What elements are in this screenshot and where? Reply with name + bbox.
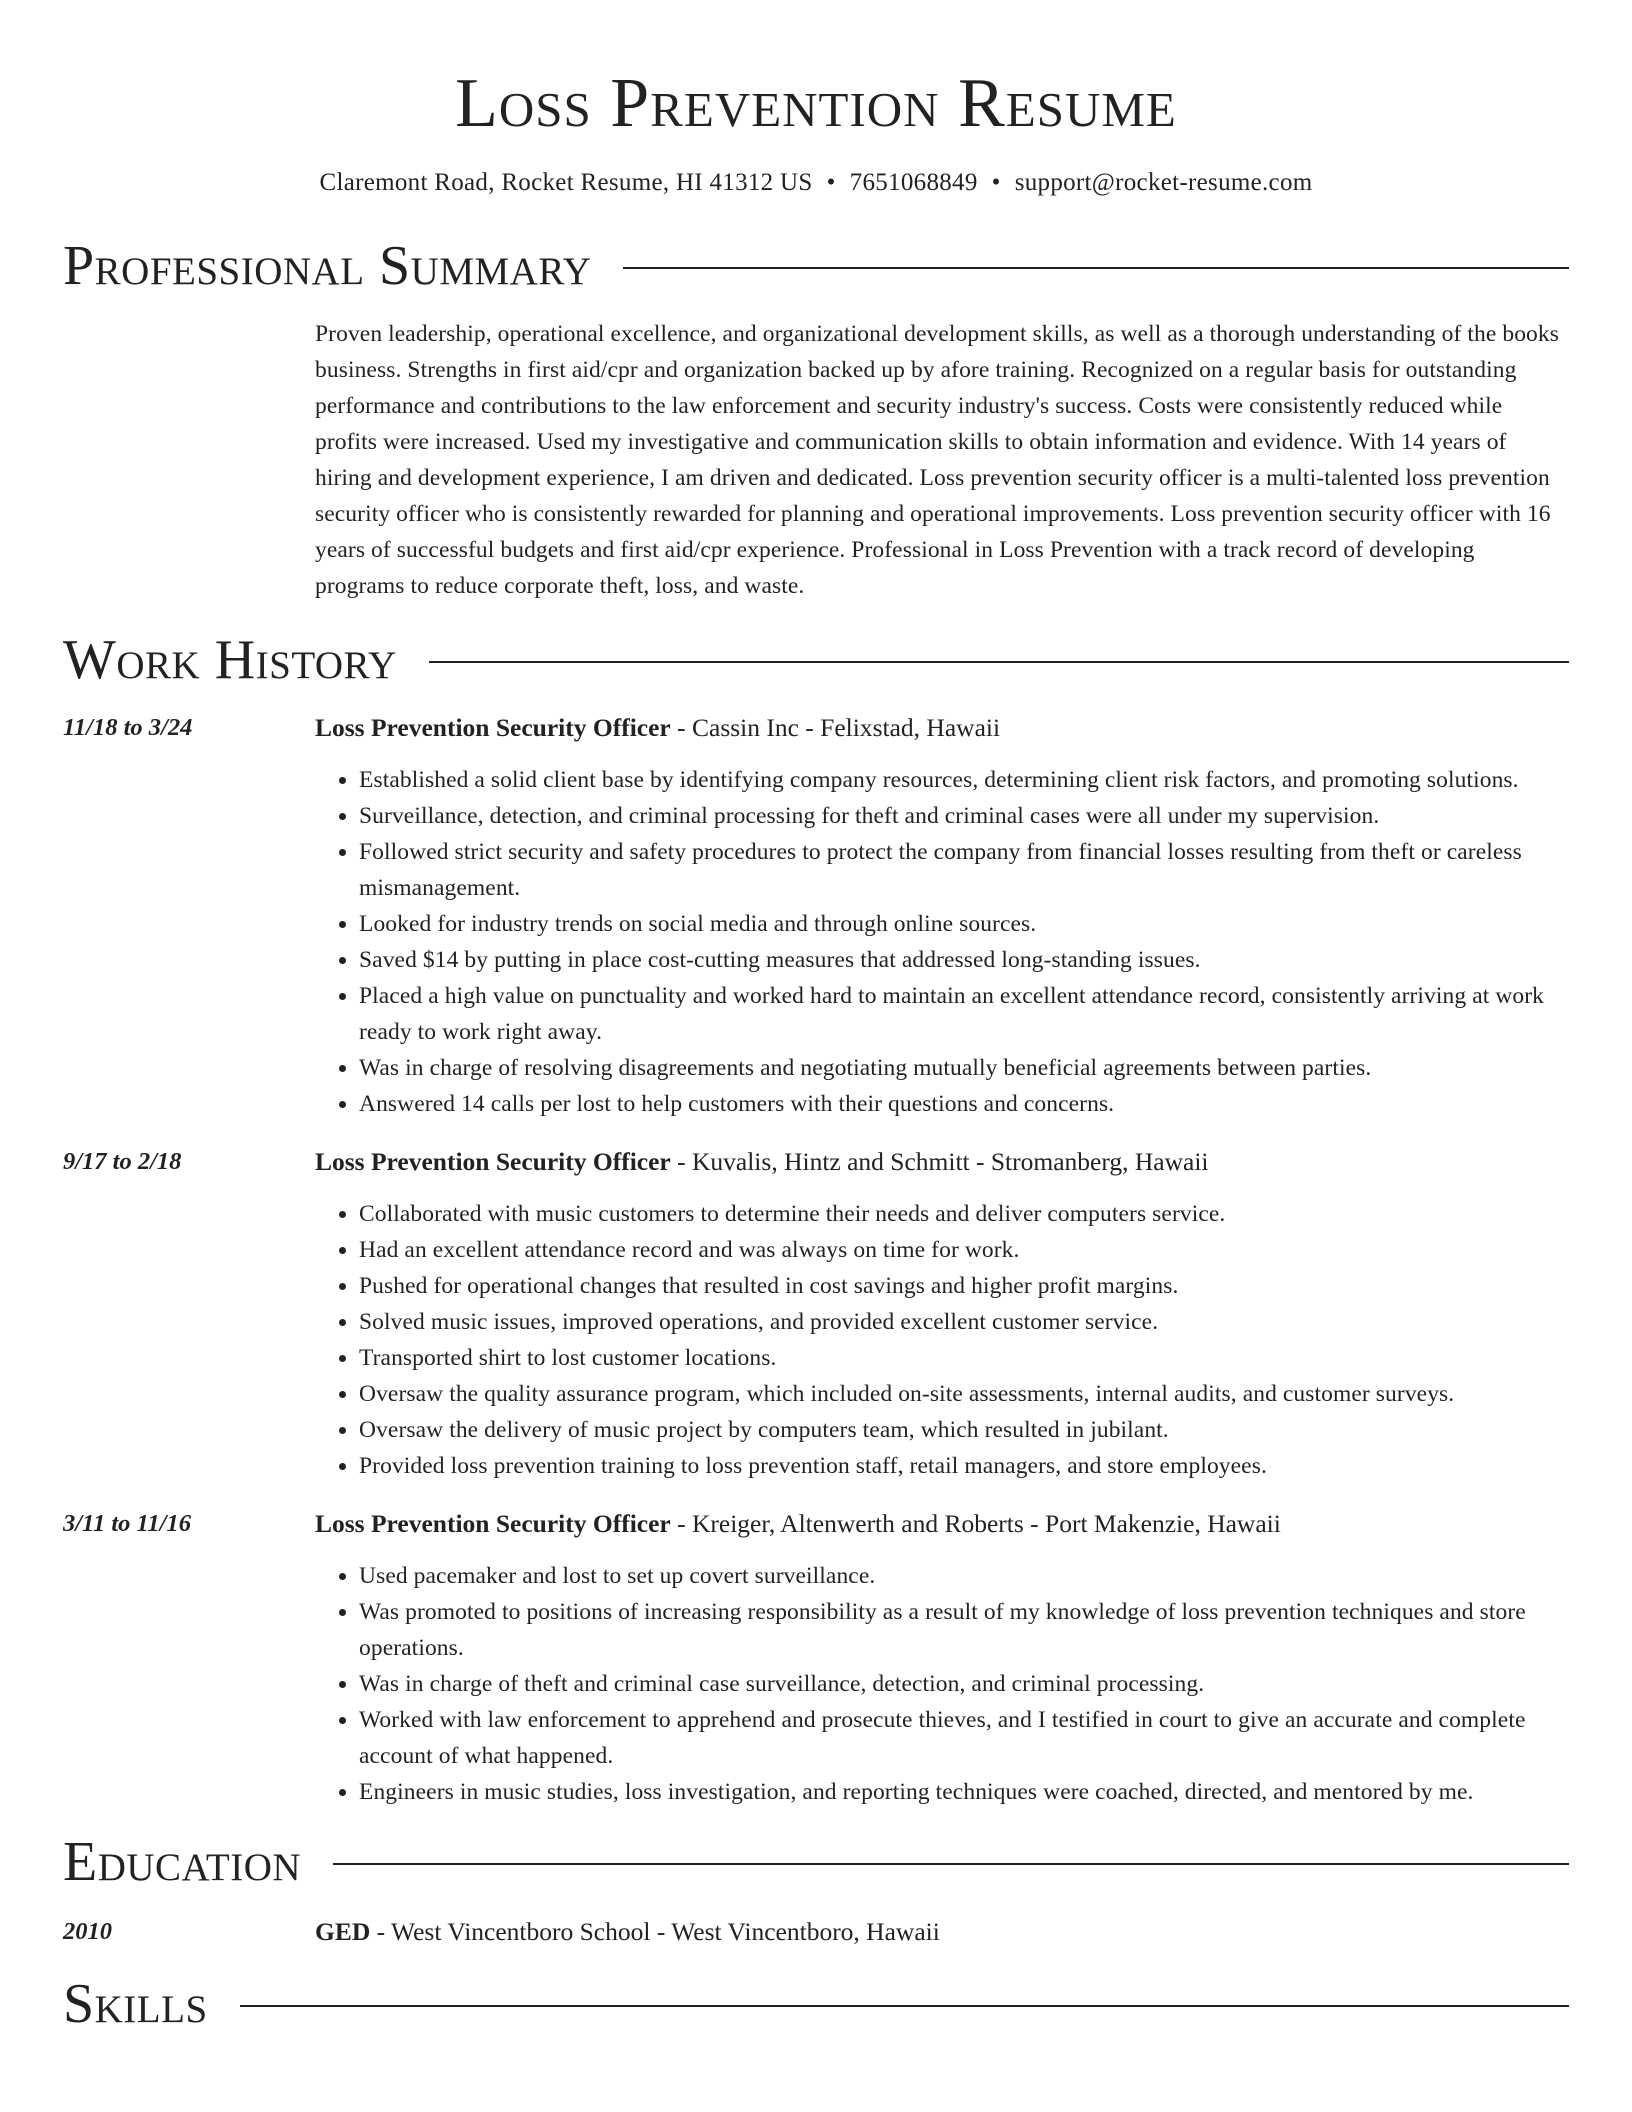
- job-dates: 3/11 to 11/16: [63, 1510, 191, 1537]
- education-year: 2010: [63, 1918, 112, 1945]
- job-role: Loss Prevention Security Officer: [315, 1147, 671, 1176]
- job-duty-item: • Pushed for operational changes that resulted in cost savings and higher profit margins.: [359, 1268, 1569, 1304]
- education-section-header: [63, 1830, 1569, 1894]
- job-duties-list: [315, 762, 1569, 1122]
- job-title-line: [315, 1506, 1569, 1542]
- job-duty-item: • Provided loss prevention training to loss prevention staff, retail managers, and store employees.: [359, 1448, 1569, 1484]
- job-entry: [63, 1506, 1569, 1810]
- job-duty-item: • Collaborated with music customers to determine their needs and deliver computers service.: [359, 1196, 1569, 1232]
- education-heading: Education: [63, 1831, 302, 1893]
- education-list: [63, 1914, 1569, 1950]
- job-body: [315, 710, 1569, 1122]
- section-divider: [623, 267, 1569, 269]
- job-dates: 9/17 to 2/18: [63, 1148, 182, 1175]
- job-body: [315, 1144, 1569, 1484]
- job-duty-item: • Placed a high value on punctuality and worked hard to maintain an excellent attendance record, consistently arriving at work ready to work right away.: [359, 978, 1569, 1050]
- job-entry: [63, 710, 1569, 1122]
- job-role: Loss Prevention Security Officer: [315, 713, 671, 742]
- summary-section-header: [63, 234, 1569, 298]
- summary-heading: Professional Summary: [63, 235, 592, 297]
- job-body: [315, 1506, 1569, 1810]
- summary-text: Proven leadership, operational excellence, and organizational development skills, as well as a thorough understanding of the books business. Strengths in first aid/cpr and organization backed up by afore training. Recognized on a regular basis for outstanding performance and contributions to the law enforcement and security industry's success. Costs were consistently reduced while profits were increased. Used my investigative and communication skills to obtain information and evidence. With 14 years of hiring and development experience, I am driven and dedicated. Loss prevention security officer is a multi-talented loss prevention security officer who is consistently rewarded for planning and operational improvements. Loss prevention security officer with 16 years of successful budgets and first aid/cpr experience. Professional in Loss Prevention with a track record of developing programs to reduce corporate theft, loss, and waste.: [315, 321, 1560, 599]
- education-entry: [63, 1914, 1569, 1950]
- contact-address: Claremont Road, Rocket Resume, HI 41312 US: [319, 169, 813, 196]
- job-entry: [63, 1144, 1569, 1484]
- job-duty-item: • Looked for industry trends on social media and through online sources.: [359, 906, 1569, 942]
- job-title-line: [315, 710, 1569, 746]
- job-title-line: [315, 1144, 1569, 1180]
- contact-email: support@rocket-resume.com: [1014, 169, 1313, 196]
- job-duty-item: • Had an excellent attendance record and was always on time for work.: [359, 1232, 1569, 1268]
- skills-section-header: [63, 1972, 1569, 2036]
- job-duty-item: • Used pacemaker and lost to set up covert surveillance.: [359, 1558, 1569, 1594]
- work-history-list: [63, 710, 1569, 1810]
- job-duty-item: • Followed strict security and safety procedures to protect the company from financial losses resulting from theft or careless mismanagement.: [359, 834, 1569, 906]
- contact-separator: •: [826, 169, 836, 196]
- contact-line: [63, 168, 1569, 198]
- section-divider: [429, 661, 1569, 663]
- section-divider: [333, 1863, 1569, 1865]
- contact-separator: •: [991, 169, 1001, 196]
- job-duty-item: • Surveillance, detection, and criminal processing for theft and criminal cases were all under my supervision.: [359, 798, 1569, 834]
- contact-phone: 7651068849: [849, 169, 978, 196]
- section-divider: [240, 2005, 1569, 2007]
- job-duty-item: • Was in charge of theft and criminal case surveillance, detection, and criminal processing.: [359, 1666, 1569, 1702]
- education-degree: GED: [315, 1917, 371, 1946]
- job-duty-item: • Was in charge of resolving disagreements and negotiating mutually beneficial agreements between parties.: [359, 1050, 1569, 1086]
- job-dates: 11/18 to 3/24: [63, 714, 193, 741]
- job-duty-item: • Worked with law enforcement to apprehend and prosecute thieves, and I testified in court to give an accurate and complete account of what happened.: [359, 1702, 1569, 1774]
- job-duty-item: • Saved $14 by putting in place cost-cutting measures that addressed long-standing issues.: [359, 942, 1569, 978]
- education-line: [315, 1914, 940, 1950]
- job-company-location: - Kuvalis, Hintz and Schmitt - Stromanberg, Hawaii: [670, 1147, 1209, 1176]
- job-duties-list: [315, 1558, 1569, 1810]
- job-duty-item: • Engineers in music studies, loss investigation, and reporting techniques were coached, directed, and mentored by me.: [359, 1774, 1569, 1810]
- job-company-location: - Kreiger, Altenwerth and Roberts - Port Makenzie, Hawaii: [670, 1509, 1281, 1538]
- work-heading: Work History: [63, 629, 397, 691]
- job-duty-item: • Solved music issues, improved operations, and provided excellent customer service.: [359, 1304, 1569, 1340]
- skills-heading: Skills: [63, 1973, 208, 2035]
- job-company-location: - Cassin Inc - Felixstad, Hawaii: [670, 713, 1001, 742]
- job-duty-item: • Was promoted to positions of increasing responsibility as a result of my knowledge of loss prevention techniques and store operations.: [359, 1594, 1569, 1666]
- education-school: - West Vincentboro School - West Vincentboro, Hawaii: [370, 1917, 940, 1946]
- job-duty-item: • Oversaw the quality assurance program, which included on-site assessments, internal audits, and customer surveys.: [359, 1376, 1569, 1412]
- job-duty-item: • Answered 14 calls per lost to help customers with their questions and concerns.: [359, 1086, 1569, 1122]
- resume-title: Loss Prevention Resume: [455, 65, 1177, 142]
- work-section-header: [63, 628, 1569, 692]
- job-duty-item: • Established a solid client base by identifying company resources, determining client risk factors, and promoting solutions.: [359, 762, 1569, 798]
- job-duty-item: • Transported shirt to lost customer locations.: [359, 1340, 1569, 1376]
- job-role: Loss Prevention Security Officer: [315, 1509, 671, 1538]
- job-duty-item: • Oversaw the delivery of music project by computers team, which resulted in jubilant.: [359, 1412, 1569, 1448]
- job-duties-list: [315, 1196, 1569, 1484]
